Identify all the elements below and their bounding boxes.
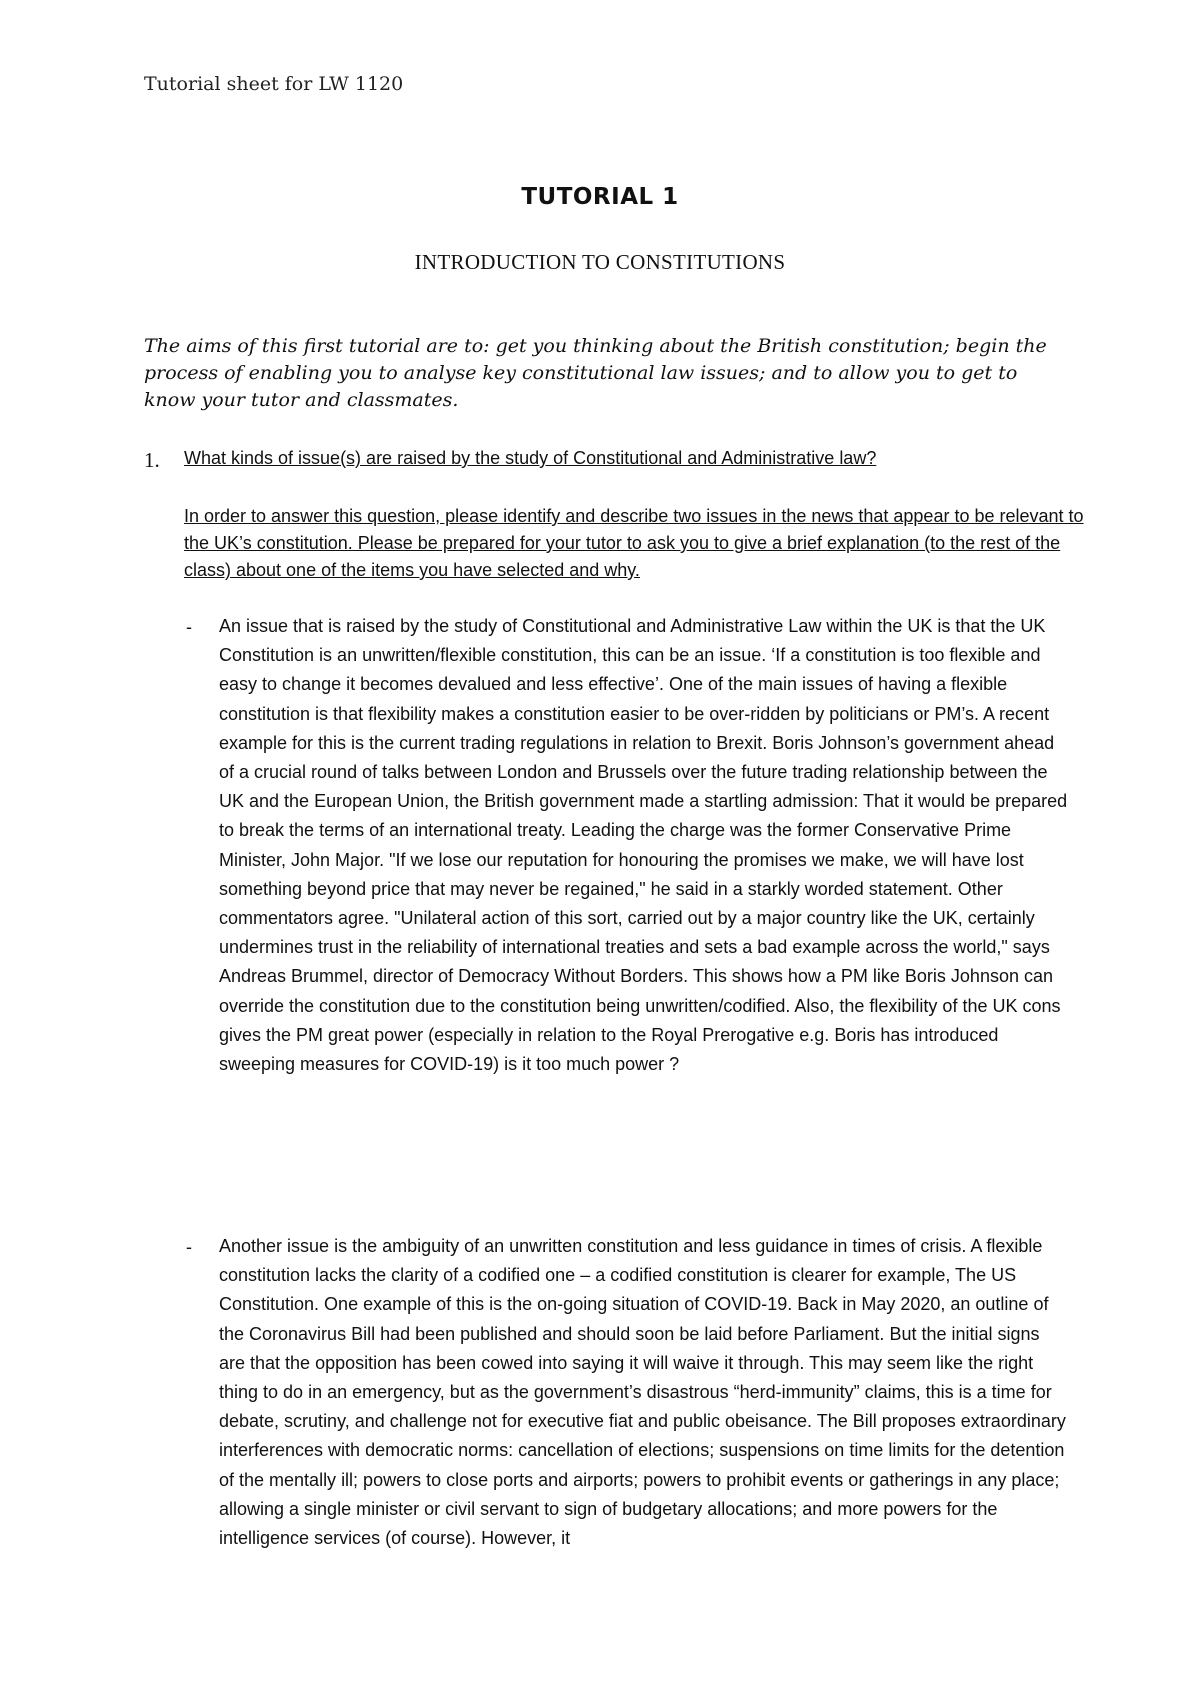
bullet-marker: - (186, 1237, 192, 1257)
bullet-paragraph-2: Another issue is the ambiguity of an unwritten constitution and less guidance in times of crisis. A flexible constitution lacks the clarity of a codified one – a codified constitution is clearer for example, The US Constitution. One example of this is the on-going situation of COVID-19. Back in May 2020, an outline of the Coronavirus Bill had been published and should soon be laid before Parliament. But the initial signs are that the opposition has been cowed into saying it will waive it through. This may seem like the right thing to do in an emergency, but as the government’s disastrous “herd-immunity” claims, this is a time for debate, scrutiny, and challenge not for executive fiat and public obeisance. The Bill proposes extraordinary interferences with democratic norms: cancellation of elections; suspensions on time limits for the detention of the mentally ill; powers to close ports and airports; powers to prohibit events or gatherings in any place; allowing a single minister or civil servant to sign of budgetary allocations; and more powers for the intelligence services (of course). However, it (219, 1236, 1066, 1549)
document-title: TUTORIAL 1 (521, 184, 679, 210)
question-instructions: In order to answer this question, please identify and describe two issues in the news that appear to be relevant to the UK’s constitution. Please be prepared for your tutor to ask you to give a brief explanation (to the rest of the class) about one of the items you have selected and why. (184, 506, 1084, 580)
question-text: What kinds of issue(s) are raised by the study of Constitutional and Administrative law? (184, 448, 877, 468)
page-header: Tutorial sheet for LW 1120 (144, 73, 404, 95)
aims-paragraph: The aims of this first tutorial are to: get you thinking about the British constitution; begin the process of enabling you to analyse key constitutional law issues; and to allow you to get to know your tutor and classmates. (144, 335, 1047, 411)
bullet-paragraph-1: An issue that is raised by the study of Constitutional and Administrative Law within the UK is that the UK Constitution is an unwritten/flexible constitution, this can be an issue. ‘If a constitution is too flexible and easy to change it becomes devalued and less effective’. One of the main issues of having a flexible constitution is that flexibility makes a constitution easier to be over-ridden by politicians or PM’s. A recent example for this is the current trading regulations in relation to Brexit. Boris Johnson’s government ahead of a crucial round of talks between London and Brussels over the future trading relationship between the UK and the European Union, the British government made a startling admission: That it would be prepared to break the terms of an international treaty. Leading the charge was the former Conservative Prime Minister, John Major. "If we lose our reputation for honouring the promises we make, we will have lost something beyond price that may never be regained," he said in a starkly worded statement. Other commentators agree. "Unilateral action of this sort, carried out by a major country like the UK, certainly undermines trust in the reliability of international treaties and sets a bad example across the world," says Andreas Brummel, director of Democracy Without Borders. This shows how a PM like Boris Johnson can override the constitution due to the constitution being unwritten/codified. Also, the flexibility of the UK cons gives the PM great power (especially in relation to the Royal Prerogative e.g. Boris has introduced sweeping measures for COVID-19) is it too much power ? (219, 616, 1068, 1075)
question-number: 1. (144, 448, 160, 472)
bullet-marker: - (186, 617, 192, 637)
document-subtitle: INTRODUCTION TO CONSTITUTIONS (414, 250, 786, 274)
